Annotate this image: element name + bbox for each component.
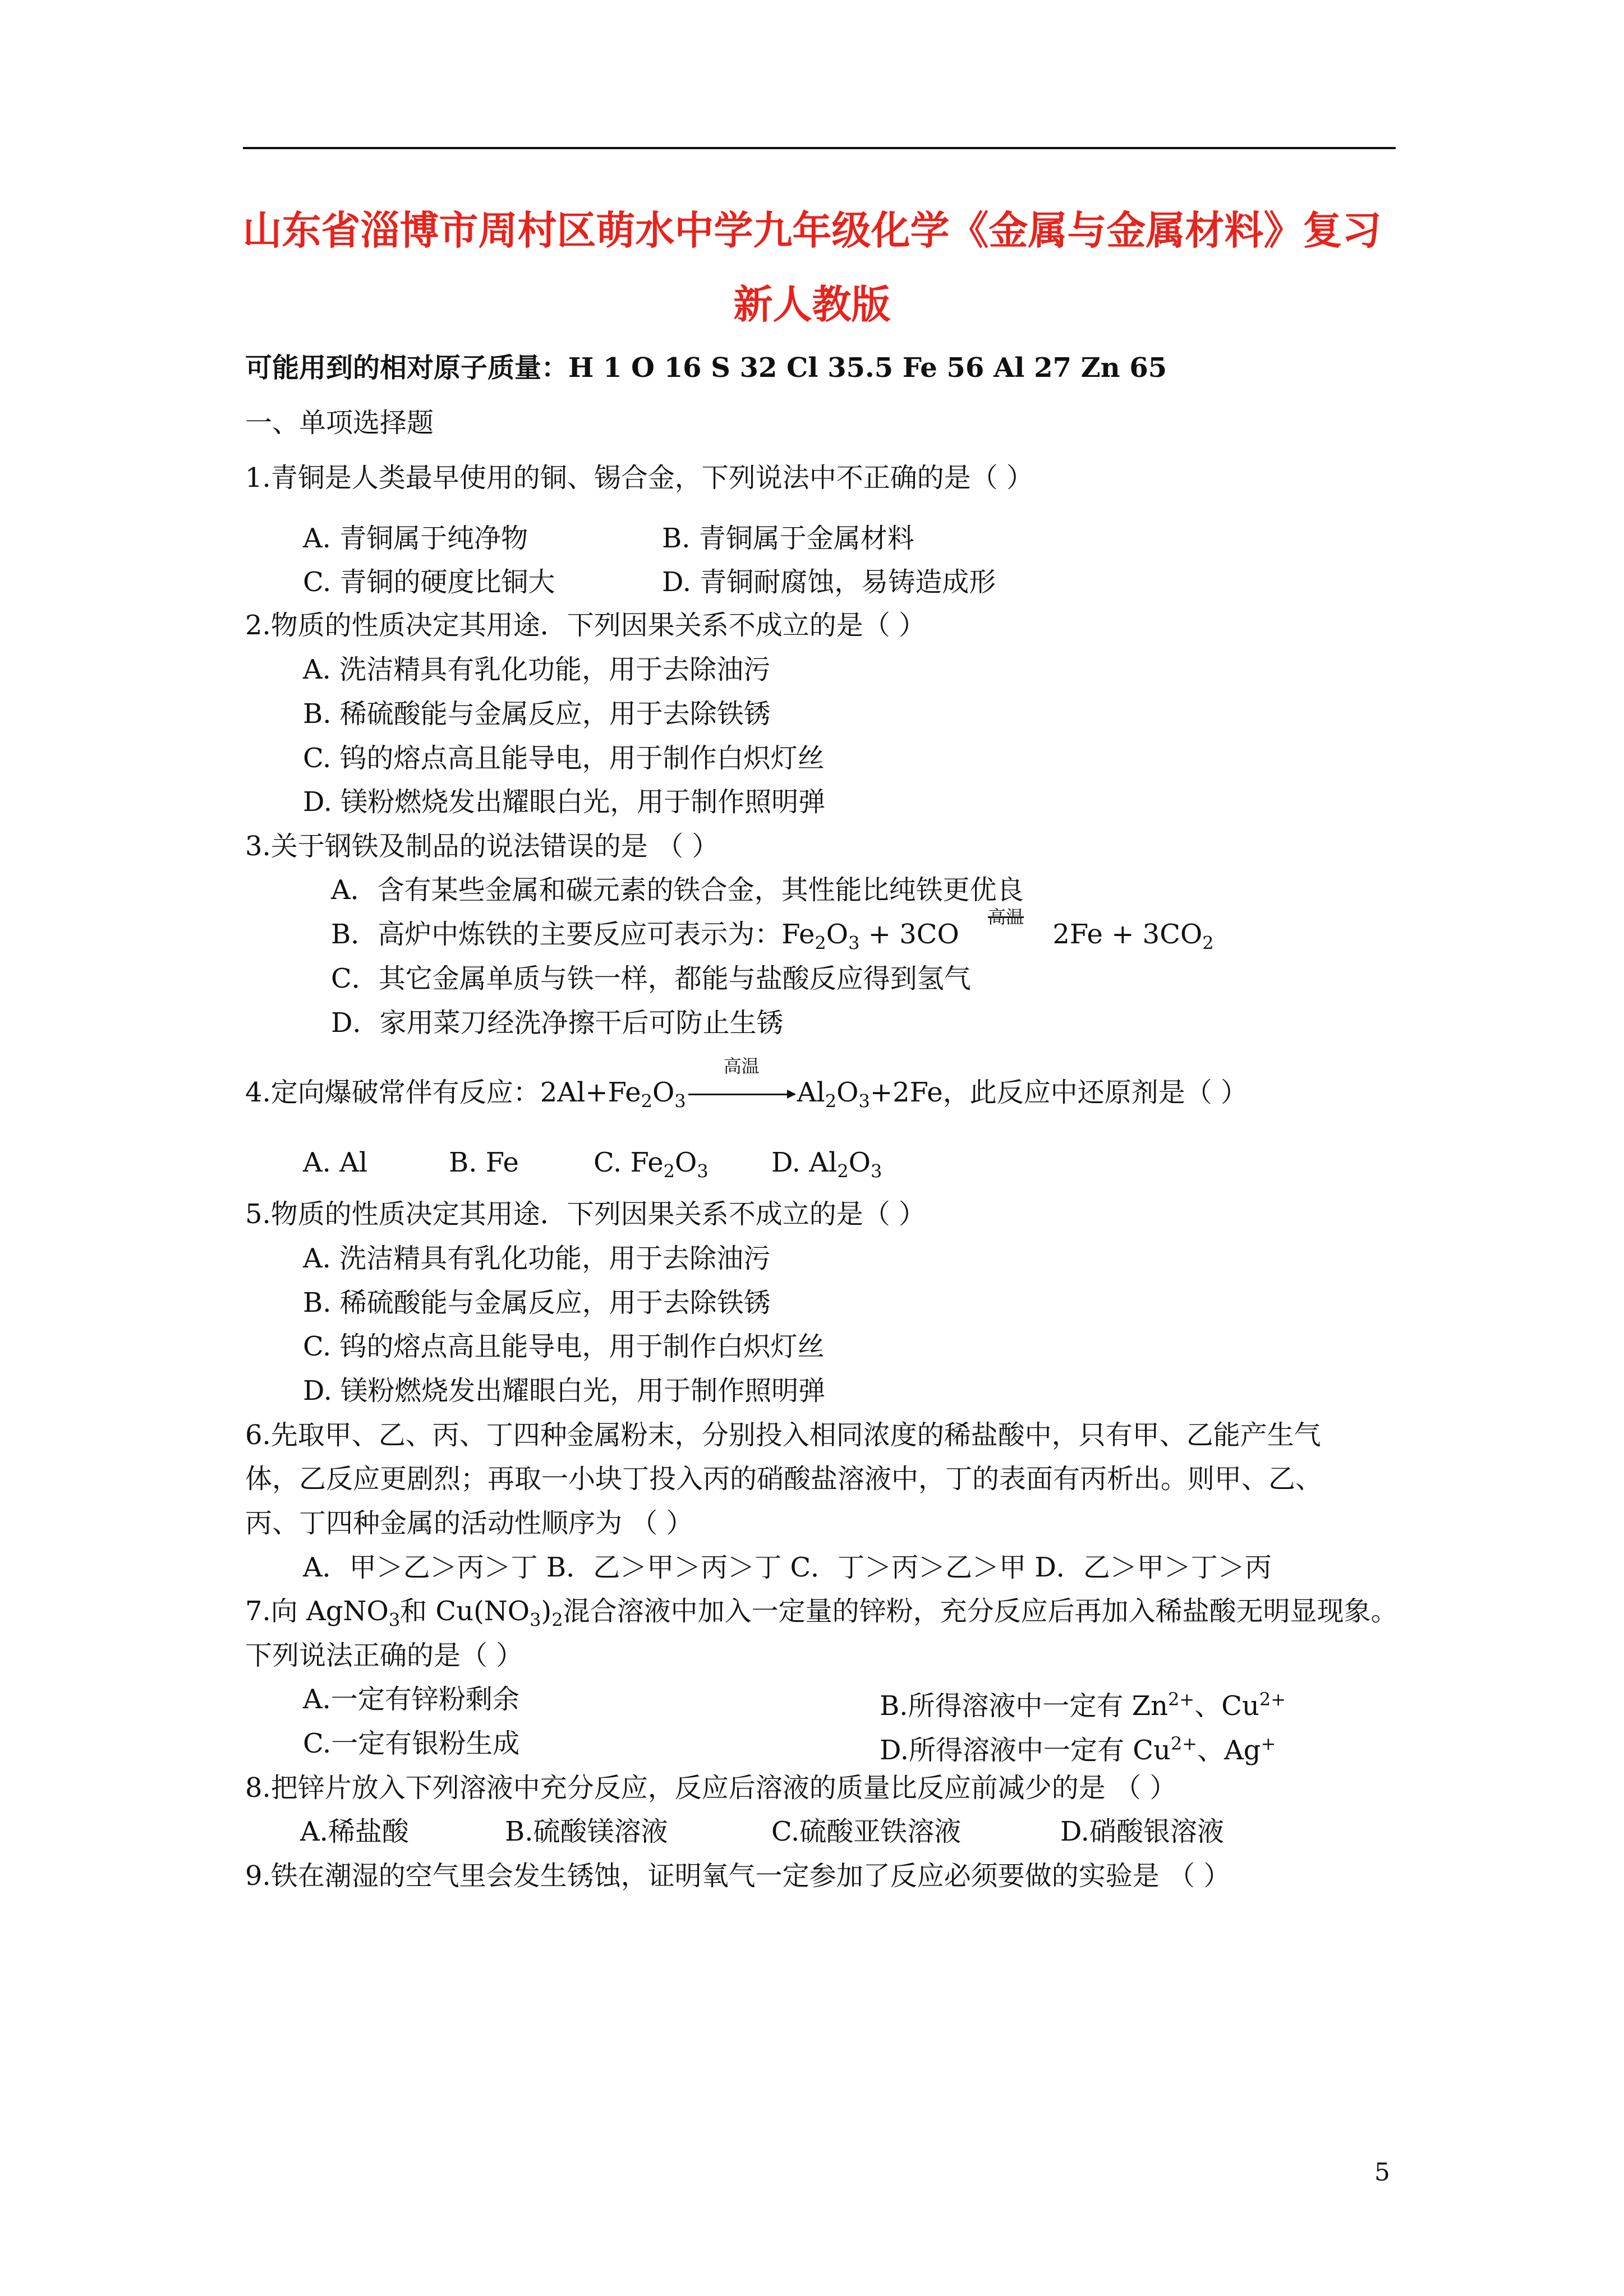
section-heading: 一、单项选择题	[245, 407, 434, 439]
question-6-line2: 体，乙反应更剧烈；再取一小块丁投入丙的硝酸盐溶液中，丁的表面有丙析出。则甲、乙、	[245, 1463, 1323, 1495]
atomic-masses: 可能用到的相对原子质量：H 1 O 16 S 32 Cl 35.5 Fe 56 Al 27 Zn 65	[245, 352, 1167, 384]
question-1-option-d: D. 青铜耐腐蚀，易铸造成形	[662, 566, 996, 598]
question-4-option-c: C. $Fe_2O_3$	[594, 1147, 709, 1182]
question-3-option-c: C．其它金属单质与铁一样，都能与盐酸反应得到氢气	[331, 963, 971, 994]
question-5-option-c: C. 钨的熔点高且能导电，用于制作白炽灯丝	[303, 1331, 825, 1362]
question-7-option-d: D.所得溶液中一定有 $Cu^{2+}$、Ag+	[880, 1733, 1276, 1766]
question-5-option-b: B. 稀硫酸能与金属反应，用于去除铁锈	[303, 1287, 771, 1318]
header-rule	[243, 147, 1396, 149]
question-4-option-a: A. Al	[303, 1147, 368, 1178]
question-8-option-b: B.硫酸镁溶液	[505, 1816, 668, 1847]
question-7-option-b: B.所得溶液中一定有 $Zn^{2+}$、$Cu^{2+}$	[880, 1689, 1286, 1722]
document-title-line1: 山东省淄博市周村区萌水中学九年级化学《金属与金属材料》复习	[242, 208, 1382, 253]
question-6-line3: 丙、丁四种金属的活动性顺序为 （ ）	[245, 1507, 693, 1539]
question-2-option-b: B. 稀硫酸能与金属反应，用于去除铁锈	[303, 698, 771, 730]
question-1-option-c: C. 青铜的硬度比铜大	[303, 566, 555, 598]
question-3-option-b: B．高炉中炼铁的主要反应可表示为：$Fe_2O_3 + 3CO$ 高温 $2Fe + 3CO_2$	[331, 906, 1214, 954]
question-3-stem: 3.关于钢铁及制品的说法错误的是 （ ）	[245, 831, 719, 862]
reaction-condition: 高温	[988, 906, 1024, 928]
question-8-option-a: A.稀盐酸	[300, 1816, 409, 1847]
question-1-option-b: B. 青铜属于金属材料	[662, 523, 914, 554]
question-6-options: A．甲＞乙＞丙＞丁 B．乙＞甲＞丙＞丁 C．丁＞丙＞乙＞甲 D．乙＞甲＞丁＞丙	[303, 1552, 1272, 1583]
question-2-option-c: C. 钨的熔点高且能导电，用于制作白炽灯丝	[303, 743, 825, 774]
question-7-option-a: A.一定有锌粉剩余	[303, 1684, 519, 1715]
question-8-option-d: D.硝酸银溶液	[1060, 1816, 1225, 1847]
question-9-stem: 9.铁在潮湿的空气里会发生锈蚀，证明氧气一定参加了反应必须要做的实验是 （ ）	[245, 1860, 1231, 1892]
reaction-arrow: 高温	[688, 1076, 795, 1109]
question-8-option-c: C.硫酸亚铁溶液	[771, 1816, 961, 1847]
question-7-line2: 下列说法正确的是（ ）	[245, 1640, 523, 1671]
question-3-option-d: D．家用菜刀经洗净擦干后可防止生锈	[331, 1007, 784, 1039]
question-5-option-a: A. 洗洁精具有乳化功能，用于去除油污	[303, 1243, 771, 1274]
question-7-line1: 7.向 AgNO$_3$和 $Cu(NO_3)_2$混合溶液中加入一定量的锌粉，充分反应后再加入稀盐酸无明显现象。	[245, 1596, 1398, 1631]
question-2-option-d: D. 镁粉燃烧发出耀眼白光，用于制作照明弹	[303, 786, 826, 818]
question-3-option-a: A．含有某些金属和碳元素的铁合金，其性能比纯铁更优良	[331, 874, 1024, 906]
question-1-stem: 1.青铜是人类最早使用的铜、锡合金，下列说法中不正确的是（ ）	[245, 462, 1034, 494]
question-2-stem: 2.物质的性质决定其用途．下列因果关系不成立的是（ ）	[245, 610, 926, 641]
question-4-option-b: B. Fe	[449, 1147, 519, 1178]
question-4-stem: 4.定向爆破常伴有反应：$2Al+Fe_2O_3$ 高温 $Al_2O_3+2Fe$，此反应中还原剂是（ ）	[245, 1055, 1248, 1112]
question-5-stem: 5.物质的性质决定其用途．下列因果关系不成立的是（ ）	[245, 1198, 926, 1230]
question-7-option-c: C.一定有银粉生成	[303, 1728, 520, 1759]
question-6-line1: 6.先取甲、乙、丙、丁四种金属粉末，分别投入相同浓度的稀盐酸中，只有甲、乙能产生气	[245, 1419, 1321, 1451]
question-4-option-d: D. $Al_2O_3$	[771, 1147, 882, 1182]
question-1-option-a: A. 青铜属于纯净物	[303, 523, 528, 554]
document-title-line2: 新人教版	[733, 282, 891, 328]
question-2-option-a: A. 洗洁精具有乳化功能，用于去除油污	[303, 654, 771, 685]
question-8-stem: 8.把锌片放入下列溶液中充分反应，反应后溶液的质量比反应前减少的是 （ ）	[245, 1772, 1177, 1804]
question-5-option-d: D. 镁粉燃烧发出耀眼白光，用于制作照明弹	[303, 1375, 826, 1407]
page-number: 5	[1374, 2158, 1390, 2187]
